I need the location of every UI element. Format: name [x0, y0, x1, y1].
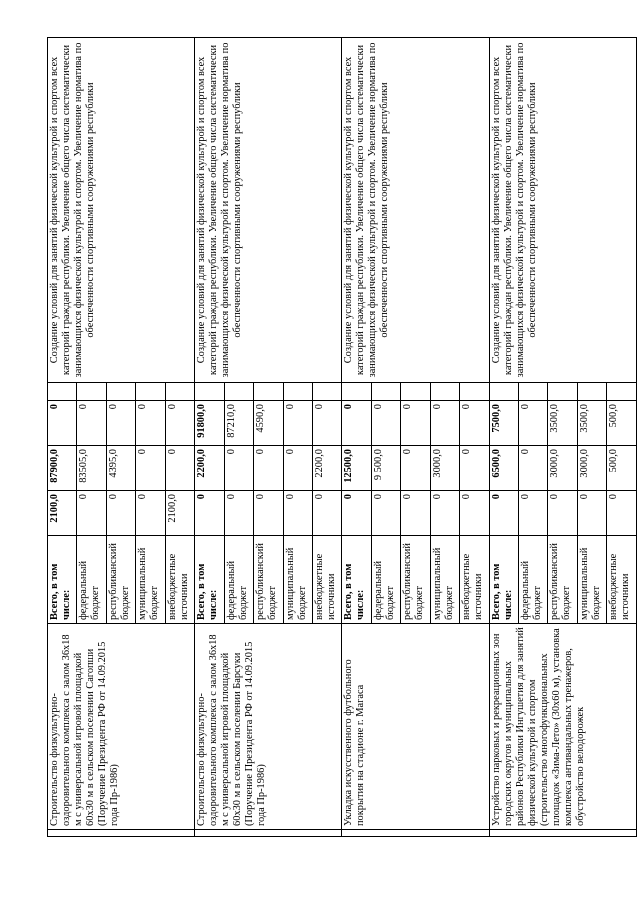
year3-value-cell: 0: [401, 401, 430, 446]
index-cell: [489, 830, 636, 837]
year1-value-cell: 0: [371, 491, 400, 536]
extra-cell: [342, 383, 371, 401]
year2-value-cell: 0: [136, 446, 165, 491]
year2-value-cell: 0: [254, 446, 283, 491]
year3-value-cell: 500,0: [607, 401, 637, 446]
funding-source-cell: муниципальный бюджет: [283, 536, 312, 624]
activity-name-cell: Устройство парковых и рекреационных зон городских округов и муниципальных районов Республики Ингушетия для занятий физической культурой и спортом (строительство многофункциональных площадок «Зима-Лето» (30х60 м), установка комплекса антивандальных тренажеров, обустройство велодорожек: [489, 624, 636, 830]
year2-value-cell: 0: [283, 446, 312, 491]
extra-cell: [371, 383, 400, 401]
funding-source-cell: внебюджетные источники: [607, 536, 637, 624]
extra-cell: [460, 383, 489, 401]
table-row: [195, 38, 224, 837]
year2-value-cell: 2200,0: [195, 446, 224, 491]
funding-source-cell: федеральный бюджет: [519, 536, 548, 624]
year3-value-cell: 0: [371, 401, 400, 446]
year3-value-cell: 0: [342, 401, 371, 446]
year2-value-cell: 0: [165, 446, 194, 491]
funding-source-cell: Всего, в том числе:: [48, 536, 77, 624]
year3-value-cell: 87210,0: [224, 401, 253, 446]
extra-cell: [430, 383, 459, 401]
rotated-page: [47, 37, 637, 837]
year2-value-cell: 3000,0: [548, 446, 577, 491]
table-row: [489, 38, 518, 837]
extra-cell: [489, 383, 518, 401]
funding-source-cell: внебюджетные источники: [312, 536, 341, 624]
year1-value-cell: 0: [283, 491, 312, 536]
year3-value-cell: 3500,0: [577, 401, 606, 446]
funding-source-cell: Всего, в том числе:: [342, 536, 371, 624]
extra-cell: [254, 383, 283, 401]
funding-source-cell: внебюджетные источники: [165, 536, 194, 624]
table-body: [48, 38, 637, 837]
extra-cell: [401, 383, 430, 401]
table-row: [48, 38, 77, 837]
funding-source-cell: Всего, в том числе:: [489, 536, 518, 624]
extra-cell: [48, 383, 77, 401]
extra-cell: [519, 383, 548, 401]
year2-value-cell: 83505,0: [77, 446, 106, 491]
year2-value-cell: 0: [224, 446, 253, 491]
year3-value-cell: 91800,0: [195, 401, 224, 446]
expected-result-cell: Создание условий для занятий физической культурой и спортом всех категорий граждан республики. Увеличение общего числа систематически занимающихся физической культурой и спортом. Увеличение норматива по обеспеченности спортивными сооружениями республики: [489, 38, 636, 383]
funding-source-cell: муниципальный бюджет: [577, 536, 606, 624]
year3-value-cell: 0: [430, 401, 459, 446]
funding-source-cell: федеральный бюджет: [371, 536, 400, 624]
extra-cell: [607, 383, 637, 401]
year2-value-cell: 3000,0: [577, 446, 606, 491]
year1-value-cell: 0: [460, 491, 489, 536]
extra-cell: [577, 383, 606, 401]
expected-result-cell: Создание условий для занятий физической культурой и спортом всех категорий граждан республики. Увеличение общего числа систематически занимающихся физической культурой и спортом. Увеличение норматива по обеспеченности спортивными сооружениями республики: [342, 38, 489, 383]
year1-value-cell: 0: [401, 491, 430, 536]
year3-value-cell: 7500,0: [489, 401, 518, 446]
year2-value-cell: 0: [519, 446, 548, 491]
year1-value-cell: 0: [312, 491, 341, 536]
year3-value-cell: 0: [136, 401, 165, 446]
year2-value-cell: 2200,0: [312, 446, 341, 491]
extra-cell: [312, 383, 341, 401]
table-row: [342, 38, 371, 837]
funding-source-cell: Всего, в том числе:: [195, 536, 224, 624]
year3-value-cell: 4590,0: [254, 401, 283, 446]
year1-value-cell: 0: [430, 491, 459, 536]
year3-value-cell: 0: [77, 401, 106, 446]
activity-name-cell: Строительство физкультурно-оздоровительного комплекса с залом 36х18 м с универсальной игровой площадкой 60х30 м в сельском поселении Сагопши (Поручение Президента РФ от 14.09.2015 года Пр-1986): [48, 624, 195, 830]
year2-value-cell: 0: [460, 446, 489, 491]
funding-source-cell: муниципальный бюджет: [136, 536, 165, 624]
year3-value-cell: 0: [106, 401, 135, 446]
year1-value-cell: 0: [254, 491, 283, 536]
funding-source-cell: внебюджетные источники: [460, 536, 489, 624]
funding-source-cell: федеральный бюджет: [77, 536, 106, 624]
funding-source-cell: республиканский бюджет: [401, 536, 430, 624]
program-funding-table: [47, 37, 637, 837]
year2-value-cell: 87900,0: [48, 446, 77, 491]
extra-cell: [136, 383, 165, 401]
year1-value-cell: 0: [519, 491, 548, 536]
extra-cell: [77, 383, 106, 401]
year3-value-cell: 3500,0: [548, 401, 577, 446]
year1-value-cell: 0: [224, 491, 253, 536]
funding-source-cell: республиканский бюджет: [548, 536, 577, 624]
year1-value-cell: 0: [489, 491, 518, 536]
year1-value-cell: 0: [77, 491, 106, 536]
funding-source-cell: республиканский бюджет: [106, 536, 135, 624]
extra-cell: [548, 383, 577, 401]
year2-value-cell: 6500,0: [489, 446, 518, 491]
year1-value-cell: 0: [136, 491, 165, 536]
year2-value-cell: 4395,0: [106, 446, 135, 491]
year1-value-cell: 0: [106, 491, 135, 536]
expected-result-cell: Создание условий для занятий физической культурой и спортом всех категорий граждан республики. Увеличение общего числа систематически занимающихся физической культурой и спортом. Увеличение норматива по обеспеченности спортивными сооружениями республики: [195, 38, 342, 383]
year1-value-cell: 0: [548, 491, 577, 536]
year1-value-cell: 2100,0: [48, 491, 77, 536]
year1-value-cell: 0: [607, 491, 637, 536]
activity-name-cell: Строительство физкультурно-оздоровительного комплекса с залом 36х18 м с универсальной игровой площадкой 60х30 м в сельском поселении Барсуки (Поручение Президента РФ от 14.09.2015 года Пр-1986): [195, 624, 342, 830]
year3-value-cell: 0: [165, 401, 194, 446]
year1-value-cell: 0: [577, 491, 606, 536]
year2-value-cell: 12500,0: [342, 446, 371, 491]
funding-source-cell: муниципальный бюджет: [430, 536, 459, 624]
activity-name-cell: Укладка искусственного футбольного покрытия на стадионе г. Магаса: [342, 624, 489, 830]
year1-value-cell: 0: [195, 491, 224, 536]
year2-value-cell: 0: [401, 446, 430, 491]
year3-value-cell: 0: [519, 401, 548, 446]
year3-value-cell: 0: [460, 401, 489, 446]
index-cell: [48, 830, 195, 837]
extra-cell: [283, 383, 312, 401]
year2-value-cell: 9 500,0: [371, 446, 400, 491]
index-cell: [342, 830, 489, 837]
year3-value-cell: 0: [312, 401, 341, 446]
year3-value-cell: 0: [283, 401, 312, 446]
year3-value-cell: 0: [48, 401, 77, 446]
year2-value-cell: 3000,0: [430, 446, 459, 491]
index-cell: [195, 830, 342, 837]
year2-value-cell: 500,0: [607, 446, 637, 491]
extra-cell: [195, 383, 224, 401]
expected-result-cell: Создание условий для занятий физической культурой и спортом всех категорий граждан республики. Увеличение общего числа систематически занимающихся физической культурой и спортом. Увеличение норматива по обеспеченности спортивными сооружениями республики: [48, 38, 195, 383]
extra-cell: [165, 383, 194, 401]
year1-value-cell: 0: [342, 491, 371, 536]
year1-value-cell: 2100,0: [165, 491, 194, 536]
funding-source-cell: федеральный бюджет: [224, 536, 253, 624]
extra-cell: [106, 383, 135, 401]
extra-cell: [224, 383, 253, 401]
funding-source-cell: республиканский бюджет: [254, 536, 283, 624]
